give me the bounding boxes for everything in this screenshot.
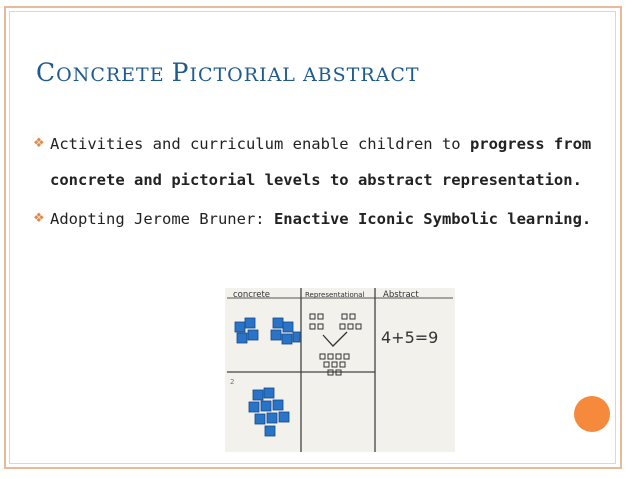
bullet-text-bold: Enactive Iconic Symbolic learning. [273,210,592,228]
column-label: concrete [233,290,271,300]
cpa-chart-photo [225,288,455,452]
title-part: C [36,58,57,87]
bullet-item [34,201,604,237]
bullet-text: Activities and curriculum enable children to [50,135,470,153]
bullet-text: Adopting Jerome Bruner: [50,210,274,228]
accent-circle-icon [574,396,610,432]
abstract-equation: 4+5=9 [381,328,439,347]
title-part: ONCRETE [56,64,172,86]
title-part: P [171,58,190,87]
column-label: Abstract [383,290,419,300]
bullet-list [34,126,604,237]
row-label: 2 [230,378,235,386]
slide-title [36,58,420,87]
title-part: ICTORIAL ABSTRACT [189,64,420,86]
bullet-marker-icon: ❖ [33,136,45,151]
column-label: Representational [305,291,365,299]
bullet-marker-icon: ❖ [33,211,45,226]
bullet-text-bold: progress from concrete and pictorial levels to abstract representation. [50,135,592,189]
bullet-item [34,126,604,198]
